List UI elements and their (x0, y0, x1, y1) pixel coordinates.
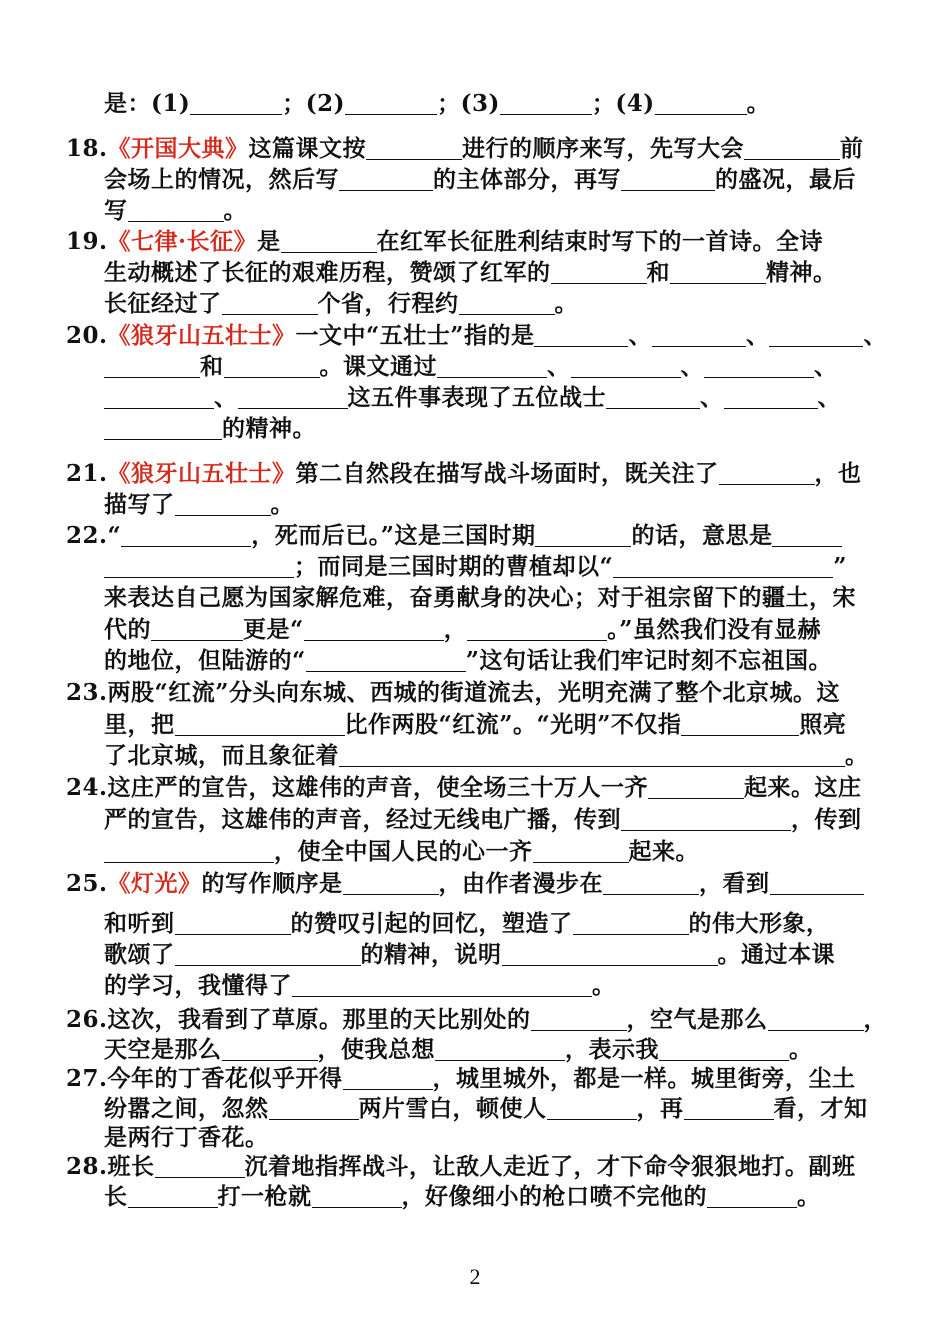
question-28-line-2: 长 打一枪就 ，好像细小的枪口喷不完他的 。 (104, 1183, 821, 1210)
blank[interactable] (621, 806, 791, 831)
blank[interactable] (435, 1036, 565, 1061)
question-24-line-3: ，使全中国人民的心一齐 起来。 (104, 836, 864, 868)
question-25-line-2: 和听到 的赞叹引起的回忆，塑造了 的伟大形象， (104, 910, 830, 937)
blank[interactable] (128, 197, 224, 222)
blank[interactable] (175, 910, 291, 935)
blank[interactable] (151, 616, 243, 641)
blank[interactable] (222, 290, 318, 315)
question-18-line-1: 18.《开国大典》这篇课文按 进行的顺序来写，先写大会 前 (66, 135, 864, 162)
lesson-title: 《开国大典》 (107, 135, 249, 162)
lesson-title: 《狼牙山五壮士》 (107, 460, 296, 487)
blank[interactable] (224, 353, 320, 378)
blank[interactable] (339, 742, 845, 767)
question-27-line-2: 纷嚣之间，忽然 两片雪白，顿使人 ，再 看，才知 (104, 1095, 868, 1122)
question-22-line-3: 来表达自己愿为国家解危难，奋勇献身的决心；对于祖宗留下的疆土，宋 (104, 584, 856, 611)
question-20-line-4: 的精神。 (104, 413, 864, 445)
question-27-line-3: 是两行丁香花。 (104, 1124, 269, 1151)
question-23-line-2: 里，把 比作两股“红流”。“光明”不仅指 照亮 (104, 711, 847, 738)
page-number: 2 (469, 1264, 481, 1289)
question-25-line-1: 25.《灯光》的写作顺序是 ，由作者漫步在 ，看到 (66, 868, 826, 900)
blank[interactable] (175, 941, 361, 966)
blank[interactable] (459, 290, 555, 315)
blank[interactable] (770, 870, 864, 895)
blank[interactable] (603, 870, 699, 895)
lesson-title: 《七律·长征》 (107, 228, 258, 255)
blank[interactable] (606, 384, 700, 409)
blank[interactable] (744, 135, 840, 160)
blank[interactable] (502, 941, 718, 966)
blank[interactable] (531, 1006, 627, 1031)
blank[interactable] (104, 353, 200, 378)
question-19-line-2: 生动概述了长征的艰难历程，赞颂了红军的 和 精神。 (104, 259, 837, 286)
question-21-line-2: 描写了 。 (104, 491, 294, 518)
blank[interactable] (121, 522, 251, 547)
blank[interactable] (571, 353, 681, 378)
blank[interactable] (707, 1183, 797, 1208)
question-19-line-1: 19.《七律·长征》是 在红军长征胜利结束时写下的一首诗。全诗 (66, 228, 824, 255)
lesson-title: 《灯光》 (107, 870, 202, 897)
question-21-line-1: 21.《狼牙山五壮士》第二自然段在描写战斗场面时，既关注了 ，也 (66, 460, 862, 487)
blank[interactable] (345, 90, 437, 115)
blank[interactable] (304, 616, 444, 641)
question-26-line-1: 26.这次，我看到了草原。那里的天比别处的 ，空气是那么 ， (66, 1006, 888, 1033)
blank[interactable] (769, 322, 863, 347)
blank[interactable] (175, 711, 345, 736)
blank[interactable] (573, 910, 689, 935)
blank[interactable] (684, 1095, 774, 1120)
blank[interactable] (534, 322, 628, 347)
question-19-line-3: 长征经过了 个省，行程约 。 (104, 290, 578, 317)
blank[interactable] (312, 1183, 402, 1208)
blank[interactable] (772, 522, 842, 547)
question-22-line-5: 的地位，但陆游的“ ”这句话让我们牢记时刻不忘祖国。 (104, 647, 832, 674)
question-28-line-1: 28.班长 沉着地指挥战斗，让敌人走近了，才下命令狠狠地打。副班 (66, 1153, 856, 1180)
blank[interactable] (768, 1006, 864, 1031)
question-27-line-1: 27.今年的丁香花似乎开得 ，城里城外，都是一样。城里街旁，尘土 (66, 1065, 856, 1092)
blank[interactable] (613, 553, 833, 578)
blank[interactable] (704, 353, 814, 378)
blank[interactable] (104, 553, 294, 578)
blank[interactable] (719, 460, 815, 485)
question-23-line-3: 了北京城，而且象征着 。 (104, 742, 869, 769)
blank[interactable] (621, 166, 715, 191)
blank[interactable] (128, 1183, 218, 1208)
blank[interactable] (551, 259, 647, 284)
blank[interactable] (155, 1153, 245, 1178)
blank[interactable] (437, 353, 547, 378)
question-22-line-1: 22.“ ，死而后已。”这是三国时期 的话，意思是 (66, 520, 826, 552)
lesson-title: 《狼牙山五壮士》 (107, 322, 296, 349)
blank[interactable] (652, 322, 746, 347)
question-24-line-2: 严的宣告，这雄伟的声音，经过无线电广播，传到 ，传到 (104, 806, 862, 833)
blank[interactable] (238, 384, 348, 409)
blank[interactable] (648, 774, 744, 799)
question-24-line-1: 24.这庄严的宣告，这雄伟的声音，使全场三十万人一齐 起来。这庄 (66, 774, 862, 801)
blank[interactable] (467, 616, 607, 641)
blank[interactable] (533, 838, 629, 863)
question-20-line-3: 、 这五件事表现了五位战士 、 、 (104, 382, 864, 414)
blank[interactable] (535, 522, 631, 547)
blank[interactable] (343, 1065, 433, 1090)
blank[interactable] (104, 415, 222, 440)
blank[interactable] (724, 384, 818, 409)
blank[interactable] (547, 1095, 637, 1120)
question-23-line-1: 23.两股“红流”分头向东城、西城的街道流去，光明充满了整个北京城。这 (66, 679, 840, 706)
blank[interactable] (175, 491, 271, 516)
blank[interactable] (292, 972, 592, 997)
blank[interactable] (190, 90, 282, 115)
blank[interactable] (500, 90, 592, 115)
line-q17-end: 是：(1) ；(2) ；(3) ；(4) 。 (104, 90, 771, 117)
question-18-line-2: 会场上的情况，然后写 的主体部分，再写 的盛况，最后 (104, 166, 856, 193)
blank[interactable] (339, 166, 433, 191)
question-18-line-3: 写 。 (104, 197, 247, 224)
question-20-line-1: 20.《狼牙山五壮士》一文中“五壮士”指的是 、 、 、 (66, 322, 887, 349)
blank[interactable] (104, 838, 274, 863)
question-25-line-4: 的学习，我懂得了 。 (104, 972, 616, 999)
blank[interactable] (659, 1036, 789, 1061)
blank[interactable] (104, 384, 214, 409)
question-22-line-2: ；而同是三国时期的曹植却以“ ” (104, 551, 864, 583)
blank[interactable] (281, 228, 377, 253)
blank[interactable] (366, 135, 462, 160)
question-26-line-2: 天空是那么 ，使我总想 ，表示我 。 (104, 1036, 813, 1063)
blank[interactable] (343, 870, 439, 895)
blank[interactable] (222, 1036, 318, 1061)
blank[interactable] (269, 1095, 359, 1120)
blank[interactable] (670, 259, 766, 284)
blank[interactable] (306, 647, 466, 672)
question-22-line-4: 代的 更是“ ， 。”虽然我们没有显赫 (104, 616, 821, 643)
question-20-line-2: 和 。课文通过 、 、 、 (104, 351, 864, 383)
blank[interactable] (681, 711, 799, 736)
blank[interactable] (655, 90, 747, 115)
question-25-line-3: 歌颂了 的精神，说明 。通过本课 (104, 941, 835, 968)
